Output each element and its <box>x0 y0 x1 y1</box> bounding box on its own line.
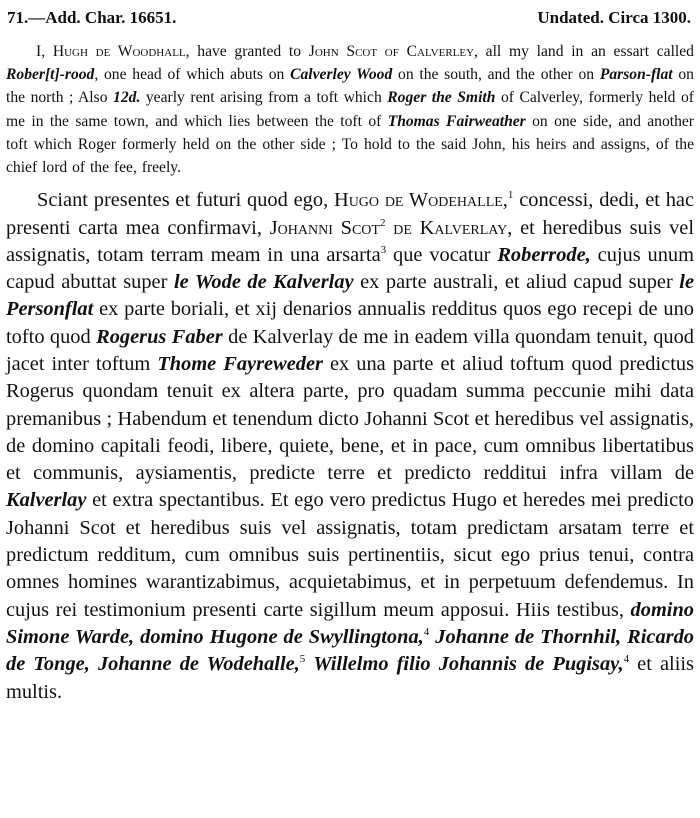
summary-text: of Calverley, formerly held of me in the same town, and which lies between the toft of <box>6 89 694 130</box>
charter-text: ex parte australi, et aliud capud super <box>353 271 680 294</box>
place-name: Kalverlay <box>6 489 87 512</box>
summary-text: , have granted to <box>185 43 309 60</box>
summary-text: on the north ; Also <box>6 66 694 107</box>
footnote-ref: 4 <box>423 626 430 639</box>
witness-name: Johanne de Thornhil, <box>435 625 622 648</box>
charter-text: et aliis multis. <box>6 653 694 703</box>
document-page <box>6 8 694 706</box>
witness-name: Willelmo filio Johannis de Pugisay, <box>313 653 624 676</box>
summary-text: on one side, and another toft which Roger formerly held on the other side ; To hold to the said John, his heirs and assigns, of the chief lord of the fee, freely. <box>6 112 694 177</box>
witness-name: Johanne de Wodehalle, <box>97 653 300 676</box>
charter-number: 71.—Add. Char. 16651. <box>7 8 177 27</box>
charter-header <box>6 8 694 32</box>
charter-text: cujus unum capud abuttat super <box>6 243 694 294</box>
place-name: Calverley Wood <box>290 66 393 84</box>
person-name: Rogerus Faber <box>96 325 223 348</box>
charter-text: concessi, dedi, et hac presenti carta mea confirmavi, <box>6 189 695 239</box>
summary-text: , one head of which abuts on <box>94 66 291 84</box>
grantee-name: John Scot of Calverley <box>308 43 475 60</box>
place-name: le Personflat <box>6 271 695 321</box>
charter-text: et heredibus suis vel assignatis, totam terram meam in una arsarta <box>6 216 694 266</box>
charter-date: Undated. Circa 1300. <box>537 8 691 27</box>
footnote-ref: 4 <box>623 653 630 666</box>
grantor-name: Hugh de Woodhall <box>52 43 186 60</box>
charter-text: ex parte boriali, et xij denarios annualis redditus quos ego recepi de uno tofto quod <box>6 298 694 348</box>
place-name: de Kalverlay, <box>393 216 513 239</box>
person-name: Thomas Fairweather <box>387 112 526 130</box>
footnote-ref: 2 <box>379 216 386 229</box>
charter-text: que vocatur <box>386 243 498 266</box>
witness-name: Ricardo de Tonge, <box>6 625 694 676</box>
rent-amount: 12d. <box>113 89 141 107</box>
footnote-ref: 5 <box>299 653 306 666</box>
charter-text: et extra spectantibus. Et ego vero predictus Hugo et heredes mei predicto Johanni Scot et heredibus suis vel assignatis, totam predictam arsatam terre et predictum redditum, cum omnibus suis pertinentiis, sicut ego prius tenui, contra omnes homines warantizabimus, acquietabimus, et in perpetuum defendemus. In cujus rei testimonium presenti carte sigillum meum apposui. Hiis testibus, <box>6 489 694 621</box>
charter-text: de Kalverlay de me in eadem villa quondam tenuit, quod jacet inter toftum <box>6 325 695 375</box>
place-name: Parson-flat <box>599 66 673 84</box>
summary-text: yearly rent arising from a toft which <box>140 89 388 107</box>
grantor-name: Hugo de Wodehalle, <box>333 189 508 212</box>
charter-text <box>90 653 98 675</box>
latin-charter <box>6 187 694 706</box>
place-name: le Wode de Kalverlay <box>173 271 354 294</box>
person-name: Thome Fayreweder <box>157 353 323 375</box>
grantee-name: Johanni Scot <box>269 216 380 239</box>
summary-text: , all my land in an essart called <box>474 43 694 60</box>
summary-text: I, <box>36 43 53 60</box>
witness-name: domino Simone Warde, <box>6 598 694 648</box>
footnote-ref: 1 <box>507 189 514 202</box>
charter-text: ex una parte et aliud toftum quod predictus Rogerus quondam tenuit ex altera parte, pro quadam summa peccunie mihi data premanibus ; Habendum et tenendum dicto Johanni Scot et heredibus vel assignatis, de domino capitali feodi, libere, quiete, bene, et in pace, cum omnibus libertatibus et communis, aysiamentis, predicte terre et predicto redditui infra villam de <box>6 353 695 485</box>
place-name: Roberrode, <box>497 243 591 266</box>
charter-text: Sciant presentes et futuri quod ego, <box>37 189 334 212</box>
english-summary <box>6 40 694 179</box>
person-name: Roger the Smith <box>387 89 496 107</box>
witness-name: domino Hugone de Swyllingtona, <box>140 625 424 648</box>
footnote-ref: 3 <box>380 244 387 257</box>
place-name: Rober[t]-rood <box>6 66 95 84</box>
summary-text: on the south, and the other on <box>392 66 600 84</box>
